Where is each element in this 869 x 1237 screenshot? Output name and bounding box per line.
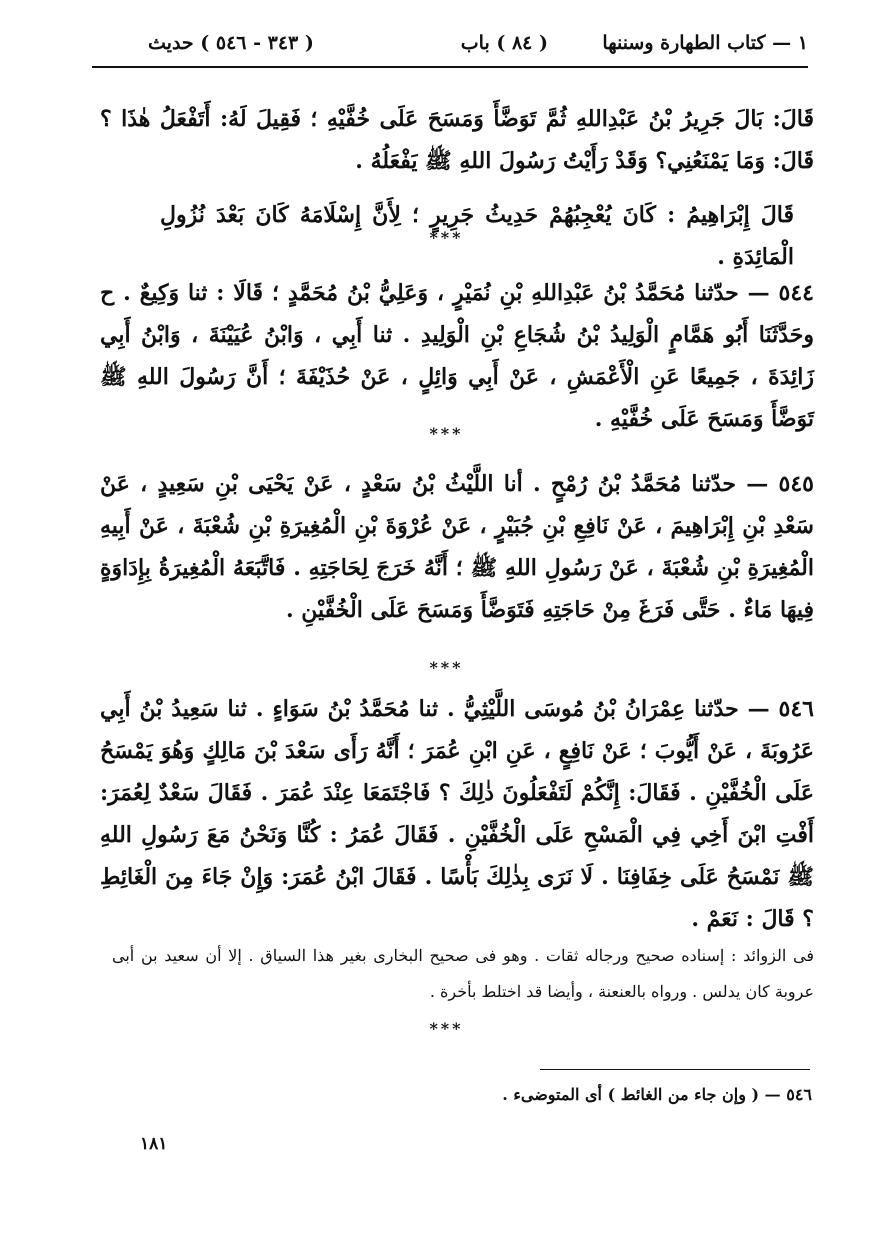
section-separator: *** [429,424,464,443]
footnote-rule [540,1069,810,1070]
footnote: ٥٤٦ — ( وإن جاء من الغائط ) أى المتوضىء . [502,1085,812,1104]
page-number: ١٨١ [140,1134,168,1154]
hadith-paragraph: قَالَ: بَالَ جَرِيرُ بْنُ عَبْدِاللهِ ثُمَّ تَوَضَّأَ وَمَسَحَ عَلَى خُفَّيْهِ ؛ فَقِيلَ لَهُ: أَتَفْعَلُ هٰذَا ؟ قَالَ: وَمَا يَمْنَعُنِي؟ وَقَدْ رَأَيْتُ رَسُولَ اللهِ ﷺ يَفْعَلُهُ . [100,106,814,174]
chapter-label: ( ٨٤ ) باب [460,32,548,54]
book-title: ١ — كتاب الطهارة وسننها [602,32,808,54]
zawaid-note: فى الزوائد : إسناده صحيح ورجاله ثقات . وهو فى صحيح البخارى بغير هذا السياق . إلا أن سعيد بن أبى عروبة كان يدلس . ورواه بالعنعنة ، وأيضا قد اختلط بأخرة . [112,946,814,1001]
hadith-paragraph: قَالَ إِبْرَاهِيمُ : كَانَ يُعْجِبُهُمْ حَدِيثُ جَرِيرٍ ؛ لِأَنَّ إِسْلَامَهُ كَانَ بَعْدَ نُزُولِ الْمَائِدَةِ . [160,202,794,270]
hadith-paragraph: ٥٤٤ — حدّثنا مُحَمَّدُ بْنُ عَبْدِاللهِ بْنِ نُمَيْرٍ ، وَعَلِيُّ بْنُ مُحَمَّدٍ ؛ قَالَا : ثنا وَكِيعٌ . ح وحَدَّثَنَا أَبُو هَمَّامٍ الْوَلِيدُ بْنُ شُجَاعِ بْنِ الْوَلِيدِ . ثنا أَبِي ، وَابْنُ عُيَيْنَةَ ، وَابْنُ أَبِي زَائِدَةَ ، جَمِيعًا عَنِ الْأَعْمَشِ ، عَنْ أَبِي وَائِلٍ ، عَنْ حُذَيْفَةَ ؛ أَنَّ رَسُولَ اللهِ ﷺ تَوَضَّأَ وَمَسَحَ عَلَى خُفَّيْهِ . [100,280,814,432]
header-rule [92,66,808,68]
section-separator: *** [429,658,464,677]
section-separator: *** [429,1019,464,1038]
hadith-range: ( ٣٤٣ - ٥٤٦ ) حديث [148,32,314,54]
hadith-paragraph: ٥٤٦ — حدّثنا عِمْرَانُ بْنُ مُوسَى اللَّيْثِيُّ . ثنا مُحَمَّدُ بْنُ سَوَاءٍ . ثنا سَعِيدُ بْنُ أَبِي عَرُوبَةَ ، عَنْ أَيُّوبَ ؛ عَنْ نَافِعٍ ، عَنِ ابْنِ عُمَرَ ؛ أَنَّهُ رَأَى سَعْدَ بْنَ مَالِكٍ وَهُوَ يَمْسَحُ عَلَى الْخُفَّيْنِ . فَقَالَ: إِنَّكُمْ لَتَفْعَلُونَ ذٰلِكَ ؟ فَاجْتَمَعَا عِنْدَ عُمَرَ . فَقَالَ سَعْدٌ لِعُمَرَ: أَفْتِ ابْنَ أَخِي فِي الْمَسْحِ عَلَى الْخُفَّيْنِ . فَقَالَ عُمَرُ : كُنَّا وَنَحْنُ مَعَ رَسُولِ اللهِ ﷺ نَمْسَحُ عَلَى خِفَافِنَا . لَا نَرَى بِذٰلِكَ بَأْسًا . فَقَالَ ابْنُ عُمَرَ: وَإِنْ جَاءَ مِنَ الْغَائِطِ ؟ قَالَ : نَعَمْ . [100,696,814,932]
hadith-paragraph: ٥٤٥ — حدّثنا مُحَمَّدُ بْنُ رُمْحٍ . أنا اللَّيْثُ بْنُ سَعْدٍ ، عَنْ يَحْيَى بْنِ سَعِيدٍ ، عَنْ سَعْدِ بْنِ إِبْرَاهِيمَ ، عَنْ نَافِعِ بْنِ جُبَيْرٍ ، عَنْ عُرْوَةَ بْنِ الْمُغِيرَةِ بْنِ شُعْبَةَ ، عَنْ أَبِيهِ الْمُغِيرَةِ بْنِ شُعْبَةَ ، عَنْ رَسُولِ اللهِ ﷺ ؛ أَنَّهُ خَرَجَ لِحَاجَتِهِ . فَاتَّبَعَهُ الْمُغِيرَةُ بِإِدَاوَةٍ فِيهَا مَاءٌ . حَتَّى فَرَغَ مِنْ حَاجَتِهِ فَتَوَضَّأَ وَمَسَحَ عَلَى الْخُفَّيْنِ . [100,471,814,623]
section-separator: *** [429,228,464,247]
page-header [88,28,808,66]
